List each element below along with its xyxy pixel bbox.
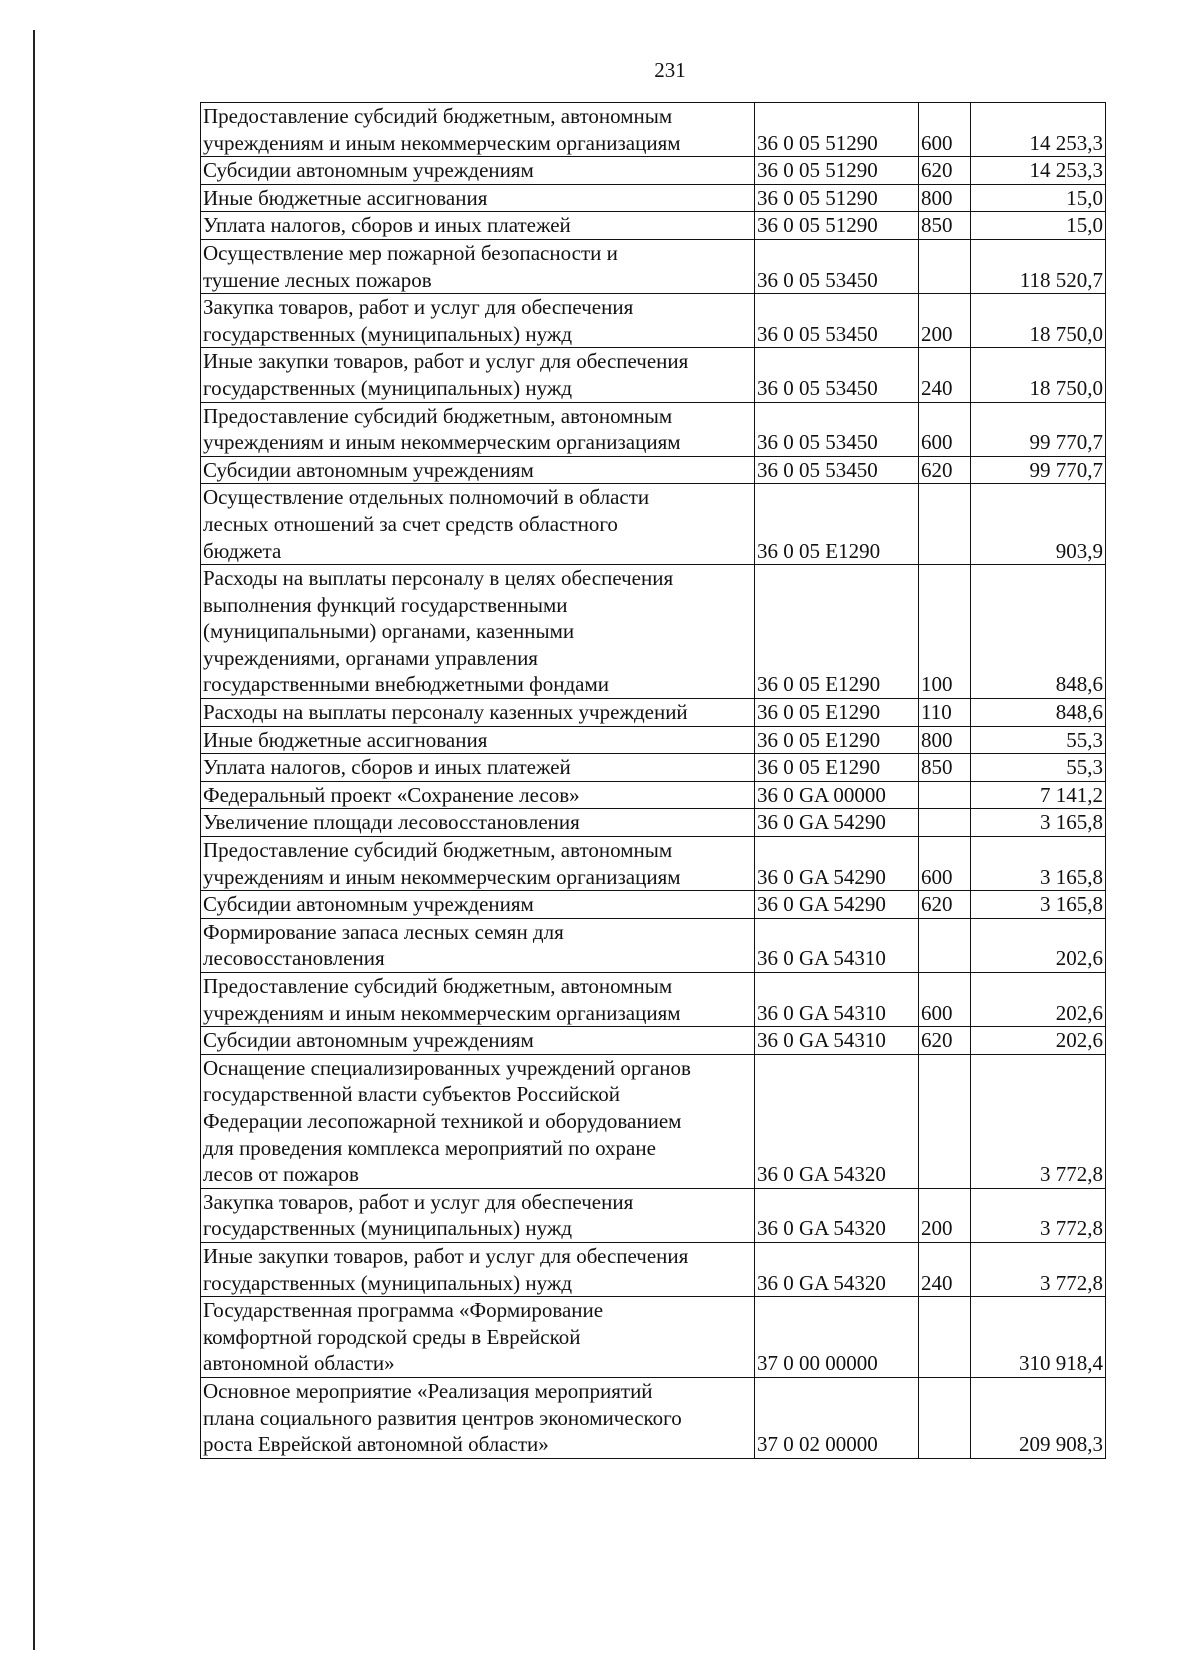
row-code-cell: 37 0 02 00000 [755, 1377, 919, 1458]
row-code-cell: 36 0 GA 00000 [755, 781, 919, 809]
row-amount-cell: 7 141,2 [971, 781, 1106, 809]
row-name-cell: Иные закупки товаров, работ и услуг для обеспечения государственных (муниципальных) нужд [201, 1242, 755, 1296]
row-code-cell: 36 0 GA 54290 [755, 891, 919, 919]
row-amount-cell: 903,9 [971, 484, 1106, 565]
row-code-cell: 36 0 GA 54320 [755, 1188, 919, 1242]
row-expense-type-cell: 620 [919, 1027, 971, 1055]
row-expense-type-cell: 600 [919, 837, 971, 891]
row-expense-type-cell: 800 [919, 184, 971, 212]
row-code-cell: 36 0 05 53450 [755, 456, 919, 484]
row-name-cell: Иные бюджетные ассигнования [201, 184, 755, 212]
row-code-cell: 36 0 GA 54320 [755, 1242, 919, 1296]
row-name-cell: Оснащение специализированных учреждений органов государственной власти субъектов Российской Федерации лесопожарной техникой и оборудованием для проведения комплекса мероприятий по охране лесов от пожаров [201, 1054, 755, 1188]
row-amount-cell: 202,6 [971, 1027, 1106, 1055]
row-expense-type-cell: 240 [919, 1242, 971, 1296]
table-row [201, 103, 1106, 157]
table-row [201, 837, 1106, 891]
row-amount-cell: 18 750,0 [971, 348, 1106, 402]
row-amount-cell: 15,0 [971, 184, 1106, 212]
row-name-cell: Субсидии автономным учреждениям [201, 1027, 755, 1055]
table-row [201, 184, 1106, 212]
budget-table [200, 102, 1106, 1459]
row-code-cell: 36 0 05 53450 [755, 239, 919, 293]
row-code-cell: 36 0 05 51290 [755, 157, 919, 185]
row-name-cell: Предоставление субсидий бюджетным, автономным учреждениям и иным некоммерческим организациям [201, 402, 755, 456]
row-expense-type-cell: 850 [919, 212, 971, 240]
row-amount-cell: 3 165,8 [971, 891, 1106, 919]
budget-table-body [201, 103, 1106, 1459]
row-amount-cell: 99 770,7 [971, 456, 1106, 484]
table-row [201, 1054, 1106, 1188]
table-row [201, 973, 1106, 1027]
row-code-cell: 36 0 GA 54290 [755, 809, 919, 837]
row-expense-type-cell: 600 [919, 402, 971, 456]
row-expense-type-cell [919, 1054, 971, 1188]
table-row [201, 726, 1106, 754]
row-expense-type-cell [919, 1297, 971, 1378]
row-code-cell: 36 0 05 Е1290 [755, 754, 919, 782]
table-row [201, 891, 1106, 919]
table-row [201, 294, 1106, 348]
row-name-cell: Закупка товаров, работ и услуг для обеспечения государственных (муниципальных) нужд [201, 1188, 755, 1242]
row-expense-type-cell: 620 [919, 157, 971, 185]
row-name-cell: Предоставление субсидий бюджетным, автономным учреждениям и иным некоммерческим организациям [201, 973, 755, 1027]
row-amount-cell: 202,6 [971, 973, 1106, 1027]
row-expense-type-cell [919, 809, 971, 837]
row-name-cell: Формирование запаса лесных семян для лесовосстановления [201, 918, 755, 972]
row-amount-cell: 3 772,8 [971, 1054, 1106, 1188]
row-expense-type-cell: 240 [919, 348, 971, 402]
page-number: 231 [654, 58, 686, 82]
row-expense-type-cell: 200 [919, 1188, 971, 1242]
row-expense-type-cell [919, 484, 971, 565]
row-name-cell: Федеральный проект «Сохранение лесов» [201, 781, 755, 809]
row-name-cell: Расходы на выплаты персоналу казенных учреждений [201, 699, 755, 727]
row-name-cell: Иные бюджетные ассигнования [201, 726, 755, 754]
table-row [201, 484, 1106, 565]
table-row [201, 402, 1106, 456]
row-name-cell: Расходы на выплаты персоналу в целях обеспечения выполнения функций государственными (муниципальными) органами, казенными учреждениями, органами управления государственными внебюджетными фондами [201, 565, 755, 699]
row-name-cell: Государственная программа «Формирование комфортной городской среды в Еврейской автономной области» [201, 1297, 755, 1378]
row-amount-cell: 118 520,7 [971, 239, 1106, 293]
row-expense-type-cell [919, 918, 971, 972]
row-amount-cell: 14 253,3 [971, 157, 1106, 185]
row-expense-type-cell: 850 [919, 754, 971, 782]
row-amount-cell: 55,3 [971, 726, 1106, 754]
row-expense-type-cell [919, 1377, 971, 1458]
row-name-cell: Увеличение площади лесовосстановления [201, 809, 755, 837]
table-row [201, 348, 1106, 402]
row-name-cell: Уплата налогов, сборов и иных платежей [201, 212, 755, 240]
row-amount-cell: 55,3 [971, 754, 1106, 782]
row-code-cell: 36 0 05 53450 [755, 294, 919, 348]
row-code-cell: 36 0 GA 54310 [755, 973, 919, 1027]
row-code-cell: 36 0 05 53450 [755, 348, 919, 402]
table-row [201, 1188, 1106, 1242]
row-expense-type-cell: 600 [919, 973, 971, 1027]
table-row [201, 239, 1106, 293]
table-row [201, 157, 1106, 185]
row-amount-cell: 3 165,8 [971, 809, 1106, 837]
row-code-cell: 36 0 05 Е1290 [755, 699, 919, 727]
row-name-cell: Субсидии автономным учреждениям [201, 891, 755, 919]
row-code-cell: 36 0 05 Е1290 [755, 565, 919, 699]
row-amount-cell: 848,6 [971, 565, 1106, 699]
row-name-cell: Предоставление субсидий бюджетным, автономным учреждениям и иным некоммерческим организациям [201, 103, 755, 157]
row-expense-type-cell: 620 [919, 456, 971, 484]
row-code-cell: 36 0 05 53450 [755, 402, 919, 456]
row-amount-cell: 848,6 [971, 699, 1106, 727]
table-row [201, 565, 1106, 699]
row-name-cell: Осуществление отдельных полномочий в области лесных отношений за счет средств областного бюджета [201, 484, 755, 565]
row-expense-type-cell: 600 [919, 103, 971, 157]
row-name-cell: Субсидии автономным учреждениям [201, 157, 755, 185]
row-code-cell: 36 0 GA 54320 [755, 1054, 919, 1188]
table-row [201, 1297, 1106, 1378]
table-row [201, 1027, 1106, 1055]
row-amount-cell: 99 770,7 [971, 402, 1106, 456]
row-name-cell: Основное мероприятие «Реализация мероприятий плана социального развития центров экономического роста Еврейской автономной области» [201, 1377, 755, 1458]
row-name-cell: Иные закупки товаров, работ и услуг для обеспечения государственных (муниципальных) нужд [201, 348, 755, 402]
row-expense-type-cell [919, 781, 971, 809]
row-code-cell: 37 0 00 00000 [755, 1297, 919, 1378]
row-expense-type-cell: 110 [919, 699, 971, 727]
row-name-cell: Субсидии автономным учреждениям [201, 456, 755, 484]
table-row [201, 1377, 1106, 1458]
table-row [201, 699, 1106, 727]
table-row [201, 781, 1106, 809]
row-name-cell: Осуществление мер пожарной безопасности и тушение лесных пожаров [201, 239, 755, 293]
row-code-cell: 36 0 GA 54310 [755, 918, 919, 972]
table-row [201, 212, 1106, 240]
table-row [201, 456, 1106, 484]
row-code-cell: 36 0 05 51290 [755, 103, 919, 157]
table-row [201, 1242, 1106, 1296]
row-code-cell: 36 0 05 51290 [755, 184, 919, 212]
row-code-cell: 36 0 05 Е1290 [755, 726, 919, 754]
row-amount-cell: 18 750,0 [971, 294, 1106, 348]
table-row [201, 754, 1106, 782]
row-expense-type-cell: 620 [919, 891, 971, 919]
row-name-cell: Предоставление субсидий бюджетным, автономным учреждениям и иным некоммерческим организациям [201, 837, 755, 891]
row-amount-cell: 3 772,8 [971, 1188, 1106, 1242]
row-amount-cell: 3 165,8 [971, 837, 1106, 891]
row-amount-cell: 202,6 [971, 918, 1106, 972]
table-row [201, 918, 1106, 972]
row-name-cell: Уплата налогов, сборов и иных платежей [201, 754, 755, 782]
row-amount-cell: 310 918,4 [971, 1297, 1106, 1378]
row-code-cell: 36 0 GA 54290 [755, 837, 919, 891]
row-amount-cell: 15,0 [971, 212, 1106, 240]
table-row [201, 809, 1106, 837]
left-margin-rule [33, 30, 35, 1650]
row-code-cell: 36 0 05 51290 [755, 212, 919, 240]
row-code-cell: 36 0 05 Е1290 [755, 484, 919, 565]
row-amount-cell: 14 253,3 [971, 103, 1106, 157]
row-amount-cell: 209 908,3 [971, 1377, 1106, 1458]
row-expense-type-cell: 800 [919, 726, 971, 754]
row-name-cell: Закупка товаров, работ и услуг для обеспечения государственных (муниципальных) нужд [201, 294, 755, 348]
row-expense-type-cell [919, 239, 971, 293]
row-expense-type-cell: 100 [919, 565, 971, 699]
row-code-cell: 36 0 GA 54310 [755, 1027, 919, 1055]
row-expense-type-cell: 200 [919, 294, 971, 348]
row-amount-cell: 3 772,8 [971, 1242, 1106, 1296]
